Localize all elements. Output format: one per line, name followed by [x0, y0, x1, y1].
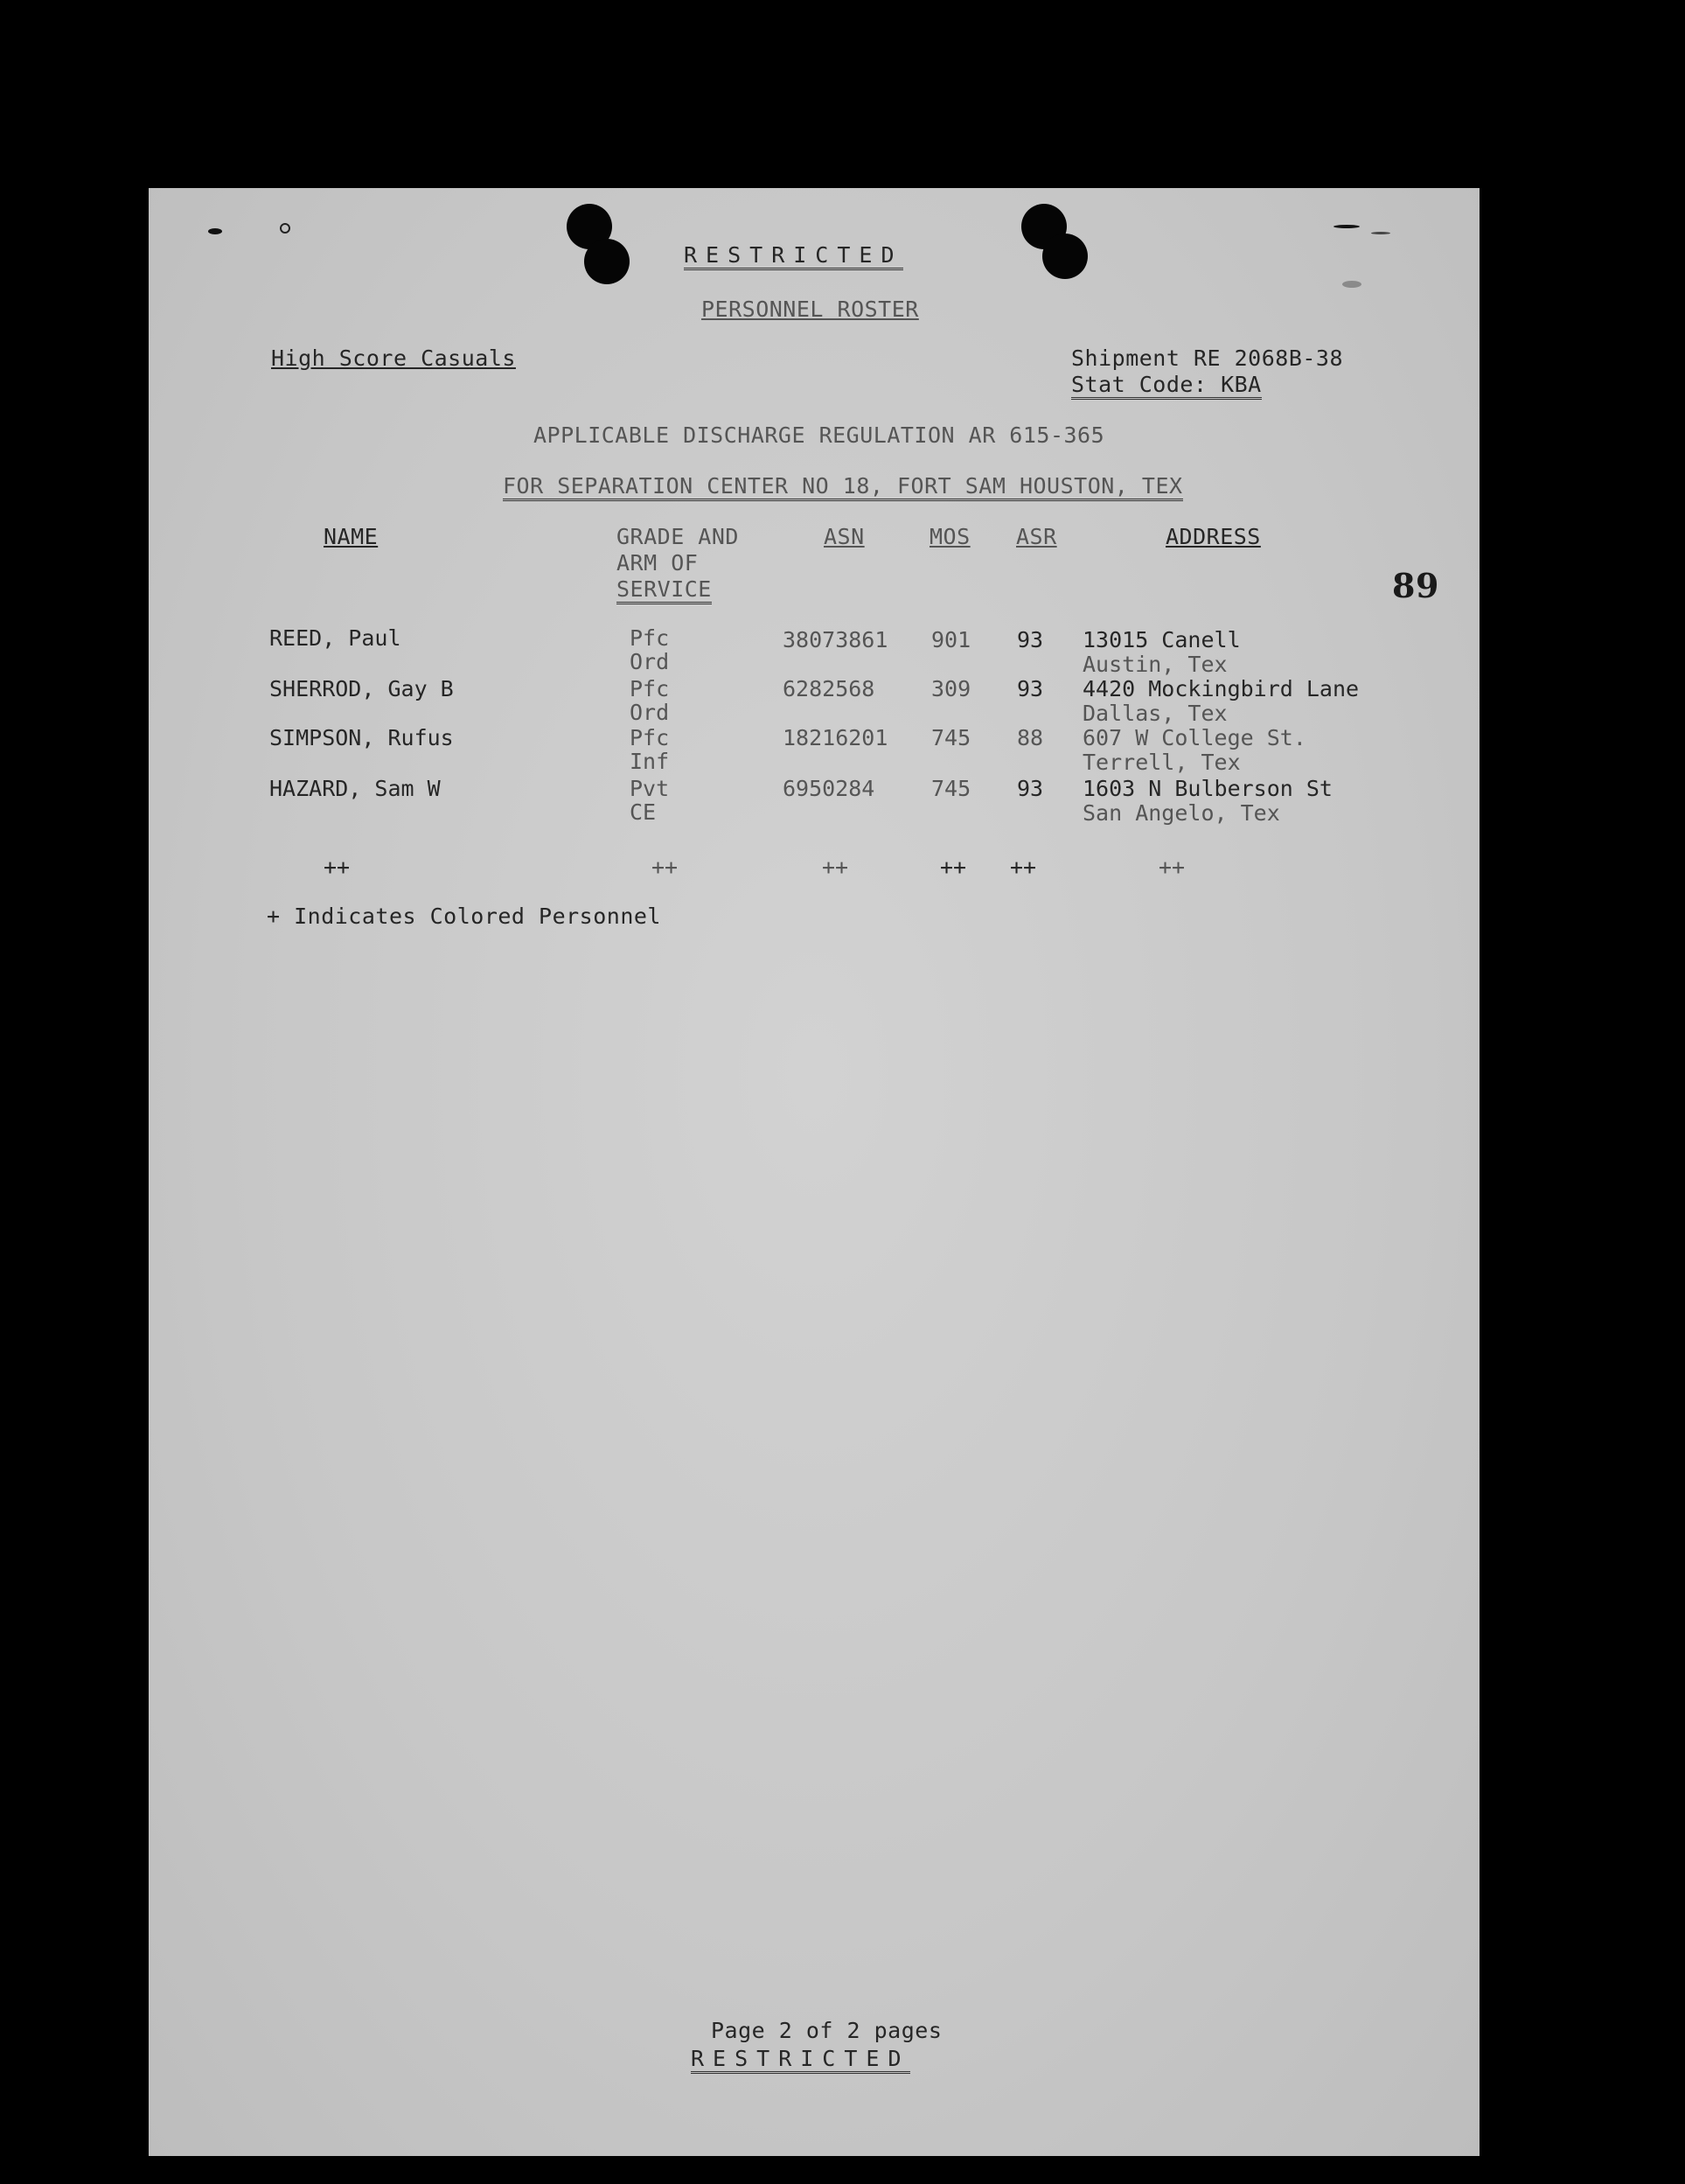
column-header-asr: ASR — [1016, 524, 1057, 549]
row-address-line2: San Angelo, Tex — [1083, 800, 1280, 826]
end-mark: ++ — [1010, 855, 1037, 880]
row-grade: Pfc — [630, 676, 670, 701]
row-asn: 38073861 — [783, 627, 888, 652]
row-asr: 93 — [1017, 627, 1044, 652]
discharge-regulation: APPLICABLE DISCHARGE REGULATION AR 615-365 — [533, 422, 1105, 448]
row-address-line1: 1603 N Bulberson St — [1083, 776, 1333, 801]
row-asn: 6282568 — [783, 676, 875, 701]
row-address-line2: Austin, Tex — [1083, 652, 1228, 677]
stat-code: Stat Code: KBA — [1071, 372, 1262, 400]
ink-speck — [1333, 225, 1360, 228]
row-asr: 88 — [1017, 725, 1044, 750]
column-header-mos: MOS — [930, 524, 971, 549]
row-name: SIMPSON, Rufus — [269, 725, 454, 750]
end-mark: ++ — [1159, 855, 1186, 880]
row-mos: 901 — [931, 627, 971, 652]
row-arm: Ord — [630, 649, 670, 674]
row-mos: 309 — [931, 676, 971, 701]
punch-hole-left-bottom — [584, 239, 630, 284]
column-header-service: SERVICE — [616, 576, 712, 604]
row-arm: CE — [630, 799, 657, 825]
row-address-line1: 607 W College St. — [1083, 725, 1306, 750]
ink-speck — [208, 228, 222, 234]
row-asn: 6950284 — [783, 776, 875, 801]
row-asn: 18216201 — [783, 725, 888, 750]
roster-title: PERSONNEL ROSTER — [701, 297, 919, 322]
column-header-name: NAME — [324, 524, 379, 549]
unit-name: High Score Casuals — [271, 345, 516, 371]
shipment-number: Shipment RE 2068B-38 — [1071, 345, 1344, 371]
row-name: HAZARD, Sam W — [269, 776, 441, 801]
row-mos: 745 — [931, 776, 971, 801]
page-info: Page 2 of 2 pages — [711, 2018, 943, 2043]
column-header-grade: GRADE AND — [616, 524, 739, 549]
punch-hole-right-bottom — [1042, 234, 1088, 279]
classification-footer: RESTRICTED — [691, 2046, 910, 2074]
footnote: + Indicates Colored Personnel — [267, 904, 661, 929]
row-name: SHERROD, Gay B — [269, 676, 454, 701]
ink-speck — [1371, 232, 1390, 234]
row-grade: Pfc — [630, 625, 670, 651]
end-mark: ++ — [822, 855, 849, 880]
row-grade: Pvt — [630, 776, 670, 801]
separation-center: FOR SEPARATION CENTER NO 18, FORT SAM HOUSTON, TEX — [503, 473, 1183, 501]
row-address-line2: Dallas, Tex — [1083, 701, 1228, 726]
row-arm: Inf — [630, 749, 670, 774]
ink-speck — [1342, 281, 1361, 288]
row-mos: 745 — [931, 725, 971, 750]
row-grade: Pfc — [630, 725, 670, 750]
row-asr: 93 — [1017, 776, 1044, 801]
column-header-arm: ARM OF — [616, 550, 699, 576]
row-address-line1: 13015 Canell — [1083, 627, 1241, 652]
row-asr: 93 — [1017, 676, 1044, 701]
page-number-stamp: 89 — [1392, 566, 1439, 605]
row-address-line1: 4420 Mockingbird Lane — [1083, 676, 1360, 701]
column-header-address: ADDRESS — [1166, 524, 1261, 549]
end-mark: ++ — [651, 855, 679, 880]
ink-speck — [280, 223, 290, 234]
end-mark: ++ — [940, 855, 967, 880]
document-page — [149, 188, 1480, 2156]
classification-header: RESTRICTED — [684, 242, 903, 270]
column-header-asn: ASN — [824, 524, 865, 549]
end-mark: ++ — [324, 855, 351, 880]
row-name: REED, Paul — [269, 625, 401, 651]
row-address-line2: Terrell, Tex — [1083, 750, 1241, 775]
row-arm: Ord — [630, 700, 670, 725]
